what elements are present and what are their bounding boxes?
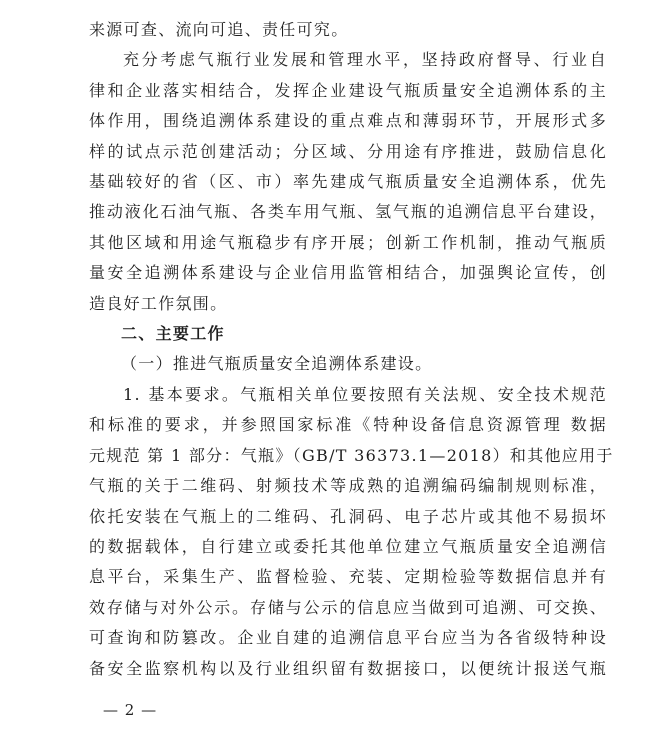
paragraph-line: 和标准的要求，并参照国家标准《特种设备信息资源管理 数据 <box>89 415 607 435</box>
paragraph-line: 推动液化石油气瓶、各类车用气瓶、氢气瓶的追溯信息平台建设， <box>89 202 607 222</box>
paragraph-line: 其他区域和用途气瓶稳步有序开展；创新工作机制，推动气瓶质 <box>89 232 607 252</box>
subsection-heading: （一）推进气瓶质量安全追溯体系建设。 <box>121 354 433 374</box>
paragraph-line: 依托安装在气瓶上的二维码、孔洞码、电子芯片或其他不易损坏 <box>89 506 607 526</box>
paragraph-line: 的数据载体，自行建立或委托其他单位建立气瓶质量安全追溯信 <box>89 536 607 556</box>
paragraph-line: 量安全追溯体系建设与企业信用监管相结合，加强舆论宣传，创 <box>89 263 607 283</box>
paragraph-line: 气瓶的关于二维码、射频技术等成熟的追溯编码编制规则标准， <box>89 476 607 496</box>
paragraph-line: 效存储与对外公示。存储与公示的信息应当做到可追溯、可交换、 <box>89 597 607 617</box>
section-heading: 二、主要工作 <box>121 324 225 344</box>
paragraph-line: 息平台，采集生产、监督检验、充装、定期检验等数据信息并有 <box>89 567 607 587</box>
paragraph-line: 律和企业落实相结合，发挥企业建设气瓶质量安全追溯体系的主 <box>89 80 607 100</box>
paragraph-line: 样的试点示范创建活动；分区域、分用途有序推进，鼓励信息化 <box>89 141 607 161</box>
paragraph-line: 备安全监察机构以及行业组织留有数据接口，以便统计报送气瓶 <box>89 658 607 678</box>
paragraph-line: 元规范 第 1 部分：气瓶》（GB/T 36373.1—2018）和其他应用于 <box>89 445 614 465</box>
paragraph-line: 来源可查、流向可追、责任可究。 <box>89 20 349 39</box>
paragraph-line: 体作用，围绕追溯体系建设的重点难点和薄弱环节，开展形式多 <box>89 111 607 131</box>
paragraph-line: 可查询和防篡改。企业自建的追溯信息平台应当为各省级特种设 <box>89 628 607 648</box>
paragraph-line: 充分考虑气瓶行业发展和管理水平，坚持政府督导、行业自 <box>123 50 607 70</box>
paragraph-line: 造良好工作氛围。 <box>89 293 228 313</box>
paragraph-line: 1. 基本要求。气瓶相关单位要按照有关法规、安全技术规范 <box>123 384 607 404</box>
paragraph-line: 基础较好的省（区、市）率先建成气瓶质量安全追溯体系，优先 <box>89 172 607 192</box>
page-number: — 2 — <box>103 701 158 719</box>
